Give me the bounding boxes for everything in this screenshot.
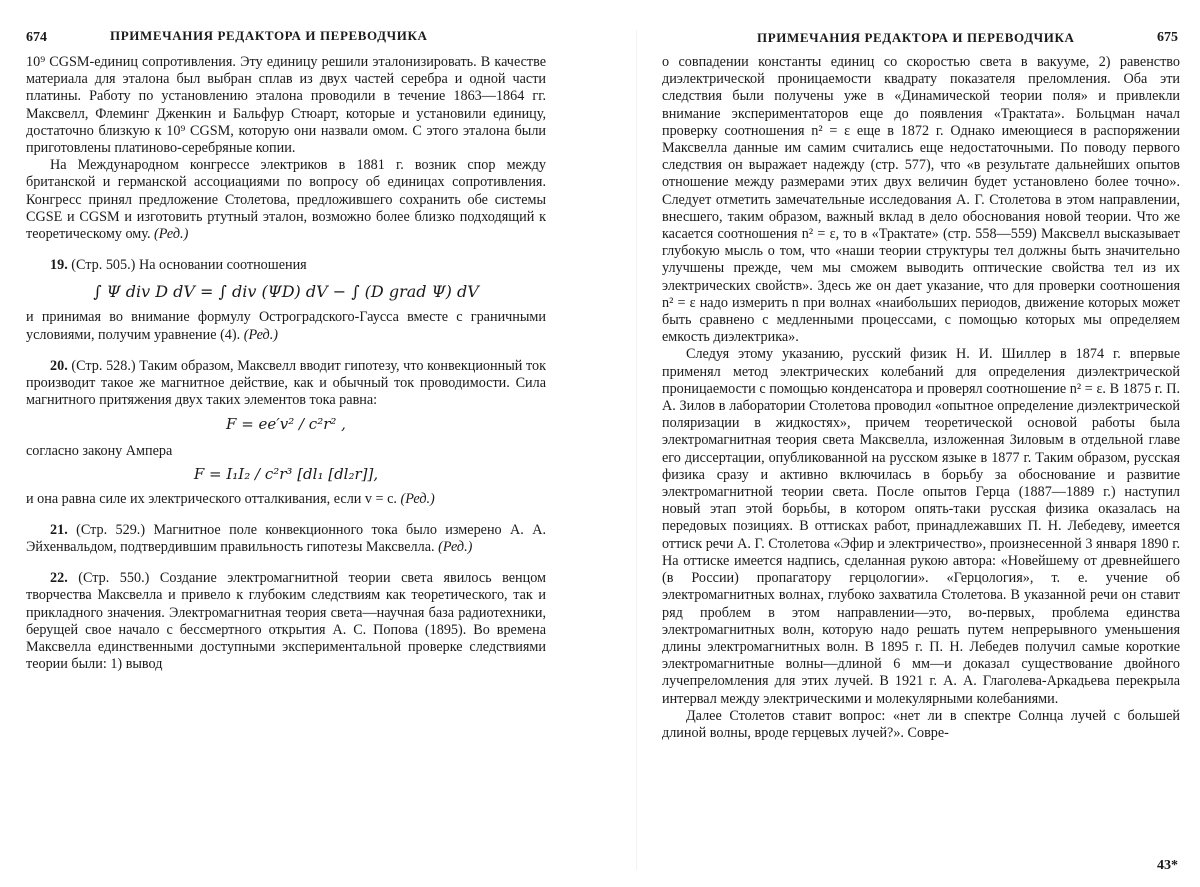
editor-mark: (Ред.): [243, 326, 278, 343]
paragraph: Далее Столетов ставит вопрос: «нет ли в спектре Солнца лучей с большей длиной волны, вроде герцевых лучей?». Совре-: [662, 707, 1180, 741]
editor-mark: (Ред.): [154, 226, 189, 243]
note-20-mid: согласно закону Ампера: [26, 443, 173, 460]
note-text: (Стр. 505.) На основании соотношения: [71, 257, 307, 274]
editor-mark: (Ред.): [438, 539, 473, 556]
page-gutter: [636, 30, 637, 870]
note-number: 21.: [50, 521, 68, 538]
note-text: и она равна силе их электрического отталкивания, если v = c.: [26, 490, 397, 507]
right-running-head: ПРИМЕЧАНИЯ РЕДАКТОРА И ПЕРЕВОДЧИКА: [757, 30, 1075, 45]
note-20: [26, 358, 546, 410]
left-page-number: 674: [26, 30, 47, 45]
note-19: [26, 257, 546, 274]
formula-19: ∫ Ψ div D dV = ∫ div (ΨD) dV − ∫ (D grad Ψ) dV: [93, 282, 479, 302]
note-text: (Стр. 528.) Таким образом, Максвелл вводит гипотезу, что конвекционный ток производит такое же магнитное действие, как и обычный ток проводимости. Сила магнитного притяжения двух таких элементов тока равна:: [26, 357, 546, 409]
note-text: (Стр. 550.) Создание электромагнитной теории света явилось венцом творчества Максвелла и привело к глубоким следствиям как теоретического, так и прикладного значения. Электромагнитная теория света—научная база радиотехники, берущей свое начало с бессмертного открытия А. С. Попова (1895). Во времена Максвелла единственными доступными экспериментальной проверке следствиями теории были: 1) вывод: [26, 570, 546, 673]
signature-mark: 43*: [1157, 858, 1178, 873]
formula-20b: F = I₁I₂ / c²r³ [dl₁ [dl₂r]],: [193, 464, 379, 483]
editor-mark: (Ред.): [400, 490, 435, 507]
paragraph: 10⁹ CGSM-единиц сопротивления. Эту единицу решили эталонизировать. В качестве материала для эталона был выбран сплав из двух частей серебра и одной части платины. Работу по установлению эталона проводили в течение 1863—1864 гг. Максвелл, Флеминг Дженкин и Бальфур Стюарт, которые и установили единицу, достаточно близкую к 10⁹ CGSM, которую они назвали омом. С этого эталона были приготовлены платиново-серебряные копии.: [26, 54, 546, 157]
note-22: [26, 570, 546, 673]
note-number: 19.: [50, 257, 68, 274]
left-page: [26, 18, 546, 878]
right-page-number: 675: [1157, 30, 1178, 45]
note-21: [26, 522, 546, 556]
note-number: 22.: [50, 570, 68, 587]
note-text: (Стр. 529.) Магнитное поле конвекционного тока было измерено А. А. Эйхенвальдом, подтвердившим правильность гипотезы Максвелла.: [26, 521, 546, 556]
note-text: и принимая во внимание формулу Остроградского-Гаусса вместе с граничными условиями, получим уравнение (4).: [26, 309, 546, 343]
left-running-head: ПРИМЕЧАНИЯ РЕДАКТОРА И ПЕРЕВОДЧИКА: [110, 28, 428, 43]
formula-20a: F = ee′v² / c²r² ,: [226, 415, 346, 434]
right-page: [662, 18, 1180, 878]
left-header: [26, 18, 546, 54]
note-19-continuation: [26, 309, 546, 343]
paragraph-text: На Международном конгрессе электриков в 1881 г. возник спор между британской и германской ассоциациями по вопросу об единицах сопротивления. Конгресс принял предложение Столетова, предложившего сохранить обе системы CGSE и CGSM и изготовить ртутный эталон, возможно более близко подходящий к теоретическому ому.: [26, 157, 546, 243]
note-number: 20.: [50, 357, 68, 374]
note-20-continuation: [26, 491, 546, 508]
paragraph: [26, 157, 546, 243]
paragraph: о совпадении константы единиц со скоростью света в вакууме, 2) равенство диэлектрической проницаемости квадрату показателя преломления. Оба эти следствия были получены уже в «Динамической теории поля» и привлекли внимание экспериментаторов еще до появления «Трактата». Больцман начал проверку соотношения n² = ε еще в 1872 г. Однако имеющиеся в распоряжении Максвелла данные им самим считались еще недостаточными. По поводу первого следствия он выражает надежду (стр. 577), что «в результате дальнейших опытов отношение между размерами этих двух величин будет установлено более точно». Следует отметить замечательные исследования А. Г. Столетова в этом направлении, внесшего, таким образом, важный вклад в дело обоснования новой теории. Что же касается соотношения n² = ε, то в «Трактате» (стр. 558—559) Максвелл высказывает глубокую мысль о том, что «наши теории структуры тел должны быть значительно улучшены прежде, чем мы сможем выводить оптические свойства тел из их электрических свойств». Здесь же он дает указание, что для проверки соотношения n² = ε надо измерить n при волнах «наибольших периодов, движение которых может быть сравнено с медленными процессами, с помощью которых мы определяем емкость диэлектрика».: [662, 54, 1180, 346]
right-header: [662, 18, 1180, 54]
paragraph: Следуя этому указанию, русский физик Н. И. Шиллер в 1874 г. впервые применял метод электрических колебаний для определения диэлектрической проницаемости с помощью конденсатора и проверял соотношение n² = ε. В 1875 г. П. А. Зилов в лаборатории Столетова проводил «опытное определение диэлектрической поляризации в жидкостях», причем теоретической основой работы была электромагнитная теория света Максвелла, изложенная Зиловым в отдельной главе его диссертации, опубликованной на русском языке в 1877 г. Таким образом, русская физика сразу и активно включилась в борьбу за обоснование и развитие электромагнитной теории света. После опытов Герца (1887—1889 г.) наступил новый этап этой борьбы, в котором опять-таки русская физика оказалась на передовых позициях. В оттисках работ, принадлежавших П. Н. Лебедеву, имеется оттиск речи А. Г. Столетова «Эфир и электричество», произнесенной 3 января 1890 г. На оттиске имеется надпись, сделанная рукою автора: «Новейшему от древнейшего (в России) пропагатору герцологии». «Герцология», т. е. учение об электромагнитных волнах, глубоко захватила Столетова. В указанной речи он ставит ряд проблем в этом направлении—это, во-первых, проблема единства электромагнитных волн, которую надо решать путем непрерывного уменьшения длины электромагнитных волн. В 1895 г. П. Н. Лебедев получил самые короткие электромагнитные волны—длиной 6 мм—и доказал существование двойного лучепреломления для этих лучей. В 1921 г. А. А. Глаголева-Аркадьева перекрыла интервал между электрическими и молекулярными колебаниями.: [662, 346, 1180, 707]
